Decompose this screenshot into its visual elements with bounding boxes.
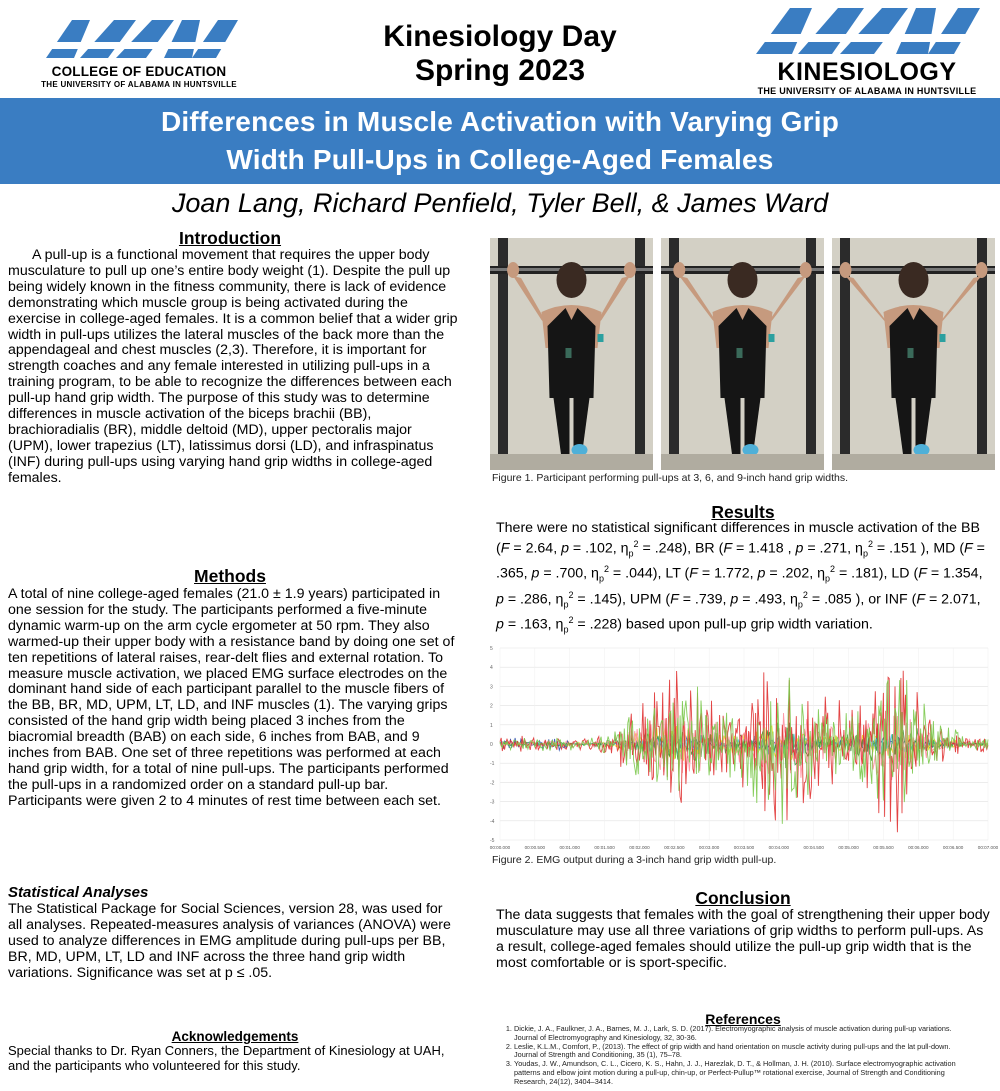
y-tick-label: -5 (490, 838, 495, 844)
x-tick-label: 00:02.000 (629, 845, 650, 850)
participant-illustration (490, 238, 653, 470)
conclusion-text: The data suggests that females with the goal of strengthening their upper body musculature may use all three variations of grip widths to perform pull-ups. As a result, college-aged females should utilize the pull-up grip width that is the most comfortable or is sport-specific. (496, 907, 990, 971)
event-line-1: Kinesiology Day (383, 20, 617, 53)
department-name: KINESIOLOGY (777, 58, 957, 86)
emg-chart-svg (489, 642, 999, 854)
uah-logo-icon (736, 4, 998, 58)
acknowledgements-text: Special thanks to Dr. Ryan Conners, the Department of Kinesiology at UAH, and the participants who volunteered for this study. (8, 1043, 445, 1073)
x-tick-label: 00:01.500 (594, 845, 615, 850)
y-tick-label: 5 (490, 646, 493, 652)
pullup-photo-3-inch (490, 238, 653, 470)
uah-kinesiology-logo (736, 4, 998, 96)
university-name: THE UNIVERSITY OF ALABAMA IN HUNTSVILLE (757, 86, 977, 96)
x-tick-label: 00:04.500 (803, 845, 824, 850)
title-line-2: Width Pull-Ups in College-Aged Females (226, 144, 774, 175)
uah-logo-icon (24, 14, 254, 64)
x-tick-label: 00:05.000 (838, 845, 859, 850)
event-line-2: Spring 2023 (414, 54, 586, 87)
participant-illustration (661, 238, 824, 470)
y-tick-label: 0 (490, 742, 493, 748)
title-banner (0, 98, 1000, 184)
references-heading: References (705, 1011, 781, 1027)
x-tick-label: 00:05.500 (873, 845, 894, 850)
pullup-photo-6-inch (661, 238, 824, 470)
figure-1-caption: Figure 1. Participant performing pull-ups at 3, 6, and 9-inch hand grip widths. (492, 472, 849, 484)
reference-item: 1. Dickie, J. A., Faulkner, J. A., Barnes, M. J., Lark, S. D. (2017). Electromyographic analysis of muscle activation during pull-up variations. Journal of Electromyography and Kinesiology, 32, 30-36. (514, 1025, 976, 1042)
authors: Joan Lang, Richard Penfield, Tyler Bell, & James Ward (171, 188, 829, 218)
y-tick-label: -4 (490, 818, 495, 825)
college-name: COLLEGE OF EDUCATION (51, 64, 227, 79)
y-tick-label: 1 (490, 722, 493, 729)
acknowledgements-heading: Acknowledgements (171, 1029, 299, 1044)
title-line-1: Differences in Muscle Activation with Varying Grip (160, 106, 839, 137)
x-tick-label: 00:07.000 (977, 845, 999, 850)
event-title (300, 20, 700, 88)
y-tick-label: 4 (490, 665, 493, 672)
x-tick-label: 00:06.500 (942, 845, 964, 850)
x-tick-label: 00:00.500 (524, 845, 546, 850)
methods-text: A total of nine college-aged females (21.0 ± 1.9 years) participated in one session for the study. The participants performed a five-minute dynamic warm-up on the arm cycle ergometer at 50 rpm. They also warmed-up their upper body with a resistance band by doing one set of ten repetitions of lateral raises, rear-delt flies and external rotation. To measure muscle activation, we placed EMG surface electrodes on the dominant hand side of each participant parallel to the muscle fibers of the BB, BR, MD, UPM, LT, LD, and INF muscles (1). The varying grips consisted of the hand grip width being placed 3 inches from the biacromial breadth (BAB) on each side, 6 inches from BAB, and 9 inches from BAB. One set of three repetitions was performed at each hand grip width, for a total of nine pull-ups. The participants performed the pull-ups in a randomized order on a standard pull-up bar. Participants were given 2 to 4 minutes of rest time between each set. (8, 586, 455, 809)
x-tick-label: 00:03.000 (698, 845, 720, 850)
conclusion-heading: Conclusion (695, 888, 791, 908)
references-list (496, 1025, 976, 1087)
reference-item: 2. Leslie, K.L.M., Comfort, P., (2013). The effect of grip width and hand orientation on muscle activity during pull-ups and the lat pull-down. Journal of Strength and Conditioning, 35 (1), 75–78. (514, 1043, 976, 1060)
x-tick-label: 00:01.000 (559, 845, 580, 850)
poster-header (0, 0, 1000, 98)
x-tick-label: 00:06.000 (908, 845, 929, 850)
y-tick-label: -1 (490, 761, 495, 768)
emg-chart (489, 642, 999, 854)
statistical-analyses-text: The Statistical Package for Social Sciences, version 28, was used for all analyses. Repeated-measures analysis of variances (ANOVA) were used to analyze differences in EMG amplitude during pull-ups per BB, BR, MD, UPM, LT, LD and INF across the three hand grip width variations. Significance was set at p ≤ .05. (8, 901, 451, 981)
statistical-analyses-heading: Statistical Analyses (8, 884, 149, 901)
y-tick-label: 2 (490, 703, 493, 710)
introduction-heading: Introduction (178, 228, 282, 248)
y-tick-label: -3 (490, 799, 495, 806)
figure-2-caption: Figure 2. EMG output during a 3-inch hand grip width pull-up. (492, 854, 777, 866)
uah-college-of-education-logo (24, 14, 254, 94)
methods-heading: Methods (194, 566, 266, 586)
y-tick-label: 3 (490, 684, 493, 691)
pullup-photo-9-inch (832, 238, 995, 470)
introduction-text: A pull-up is a functional movement that requires the upper body musculature to pull up one’s entire body weight (1). Despite the pull up being widely known in the fitness community, there is lack of evidence demonstrating which muscle group is being activated during the exercise in college-aged females. It is a common belief that a wider grip width in pull-ups utilizes the lateral muscles of the back more than the appendageal and chest muscles (2,3). Therefore, it is important for strength coaches and any female interested in utilizing pull-ups in a training program, to be able to recognize the differences between each pull-up hand grip width. The purpose of this study was to determine differences in muscle activation of the biceps brachii (BB), brachioradialis (BR), middle deltoid (MD), upper pectoralis major (UPM), lower trapezius (LT), latissimus dorsi (LD), and infraspinatus (INF) during pull-ups using varying hand grip widths in college-aged females. (8, 247, 458, 486)
x-tick-label: 00:04.000 (768, 845, 790, 850)
participant-illustration (832, 238, 995, 470)
results-text: There were no statistical significant differences in muscle activation of the BB (F = 2.64, p = .102, $\eta_p^2 = .248$), BR (F = 1.418 , p = .271, $\eta_p^2 = .151$ ), MD (F = .365, p = .700, $\eta_p^2 = .044$), LT (F = 1.772, p = .202, $\eta_p^2 = .181$), LD (F = 1.354, p = .286, $\eta_p^2 = .145$), UPM (F = .739, p = .493, $\eta_p^2 = .085$ ), or INF (F = 2.071, p = .163, $\eta_p^2 = .228$) based upon pull-up grip width variation. (496, 520, 985, 635)
x-tick-label: 00:02.500 (664, 845, 685, 850)
reference-item: 3. Youdas, J. W., Amundson, C. L., Cicero, K. S., Hahn, J. J., Harezlak, D. T., & Hollman, J. H. (2010). Surface electromyographic activation patterns and elbow joint motion during a pull-up, chin-up, or Perfect-Pullup™ rotational exercise, Journal of Strength and Conditioning Research, 24(12), 3404–3414. (514, 1060, 976, 1086)
x-tick-label: 00:00.000 (489, 845, 511, 850)
x-tick-label: 00:03.500 (733, 845, 755, 850)
y-tick-label: -2 (490, 780, 495, 787)
results-heading: Results (711, 502, 775, 522)
university-name: THE UNIVERSITY OF ALABAMA IN HUNTSVILLE (41, 80, 237, 89)
